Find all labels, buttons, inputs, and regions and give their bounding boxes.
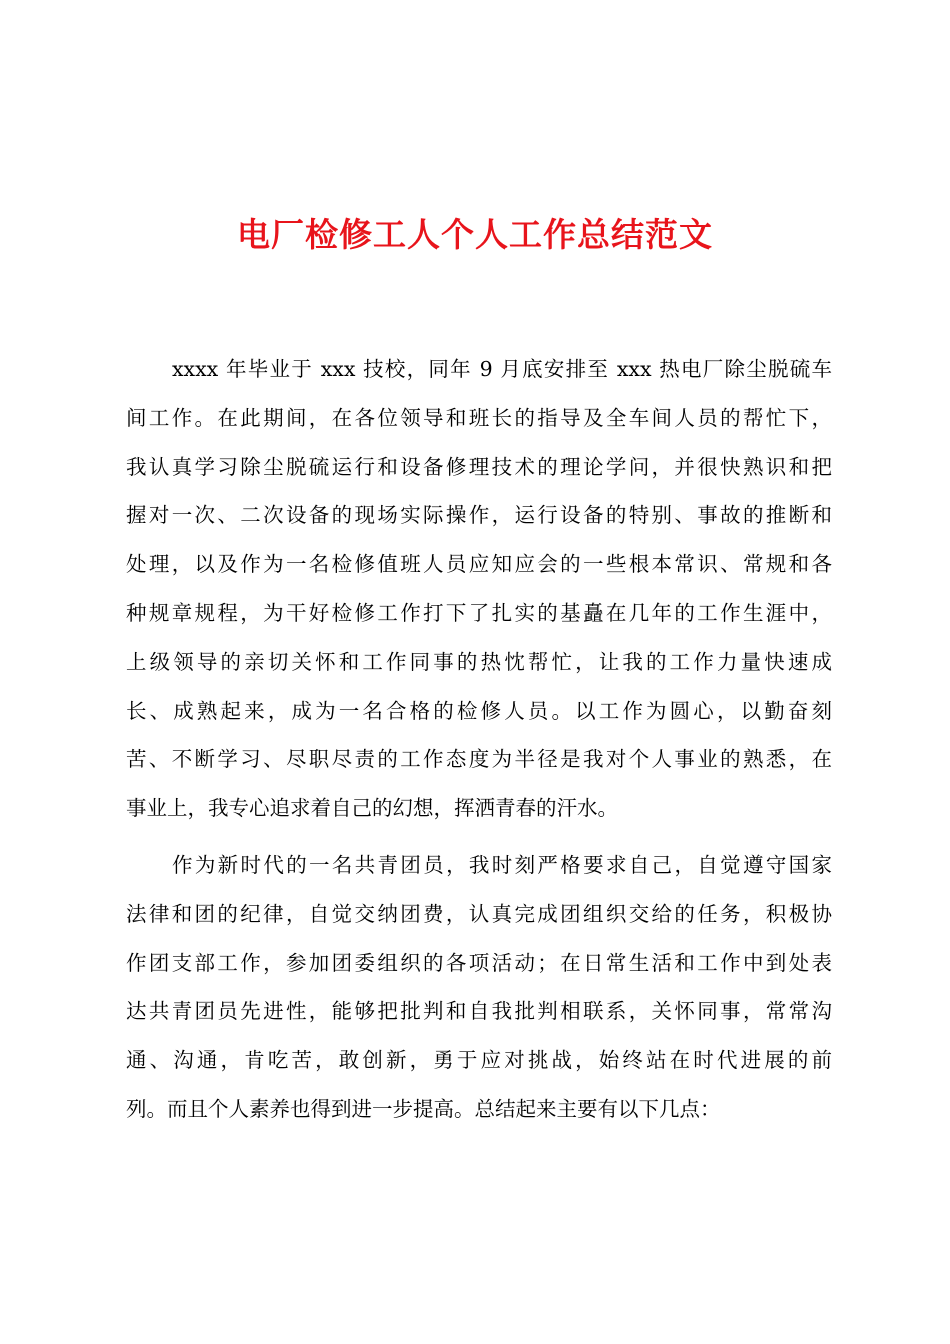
paragraph-line: 达共青团员先进性，能够把批判和自我批判相联系，关怀同事，常常沟 <box>126 999 832 1024</box>
paragraph-line: 苦、不断学习、尽职尽责的工作态度为半径是我对个人事业的熟悉，在 <box>126 747 832 772</box>
document-title: 电厂检修工人个人工作总结范文 <box>237 215 713 254</box>
paragraph-line: 间工作。在此期间，在各位领导和班长的指导及全车间人员的帮忙下， <box>126 405 832 430</box>
document-body <box>126 345 832 1142</box>
paragraph-line: 法律和团的纪律，自觉交纳团费，认真完成团组织交给的任务，积极协 <box>126 901 832 926</box>
paragraph-line: xxxx 年毕业于 xxx 技校，同年 9 月底安排至 xxx 热电厂除尘脱硫车 <box>172 357 832 381</box>
paragraph-line: 通、沟通，肯吃苦，敢创新，勇于应对挑战，始终站在时代进展的前 <box>126 1048 832 1073</box>
paragraph-line: 种规章规程，为干好检修工作打下了扎实的基矗在几年的工作生涯中， <box>126 600 832 625</box>
paragraph-2 <box>126 841 832 1134</box>
paragraph-line: 事业上，我专心追求着自己的幻想，挥洒青春的汗水。 <box>126 796 618 821</box>
paragraph-line: 作团支部工作，参加团委组织的各项活动；在日常生活和工作中到处表 <box>126 950 832 975</box>
paragraph-line: 作为新时代的一名共青团员，我时刻严格要求自己，自觉遵守国家 <box>172 852 832 877</box>
paragraph-line: 列。而且个人素养也得到进一步提高。总结起来主要有以下几点： <box>126 1096 721 1121</box>
paragraph-1 <box>126 345 832 833</box>
paragraph-line: 我认真学习除尘脱硫运行和设备修理技术的理论学问，并很快熟识和把 <box>126 454 832 479</box>
paragraph-line: 处理，以及作为一名检修值班人员应知应会的一些根本常识、常规和各 <box>126 552 832 577</box>
paragraph-line: 握对一次、二次设备的现场实际操作，运行设备的特别、事故的推断和 <box>126 503 832 528</box>
paragraph-line: 长、成熟起来，成为一名合格的检修人员。以工作为圆心，以勤奋刻 <box>126 698 832 723</box>
paragraph-line: 上级领导的亲切关怀和工作同事的热忱帮忙，让我的工作力量快速成 <box>126 649 832 674</box>
